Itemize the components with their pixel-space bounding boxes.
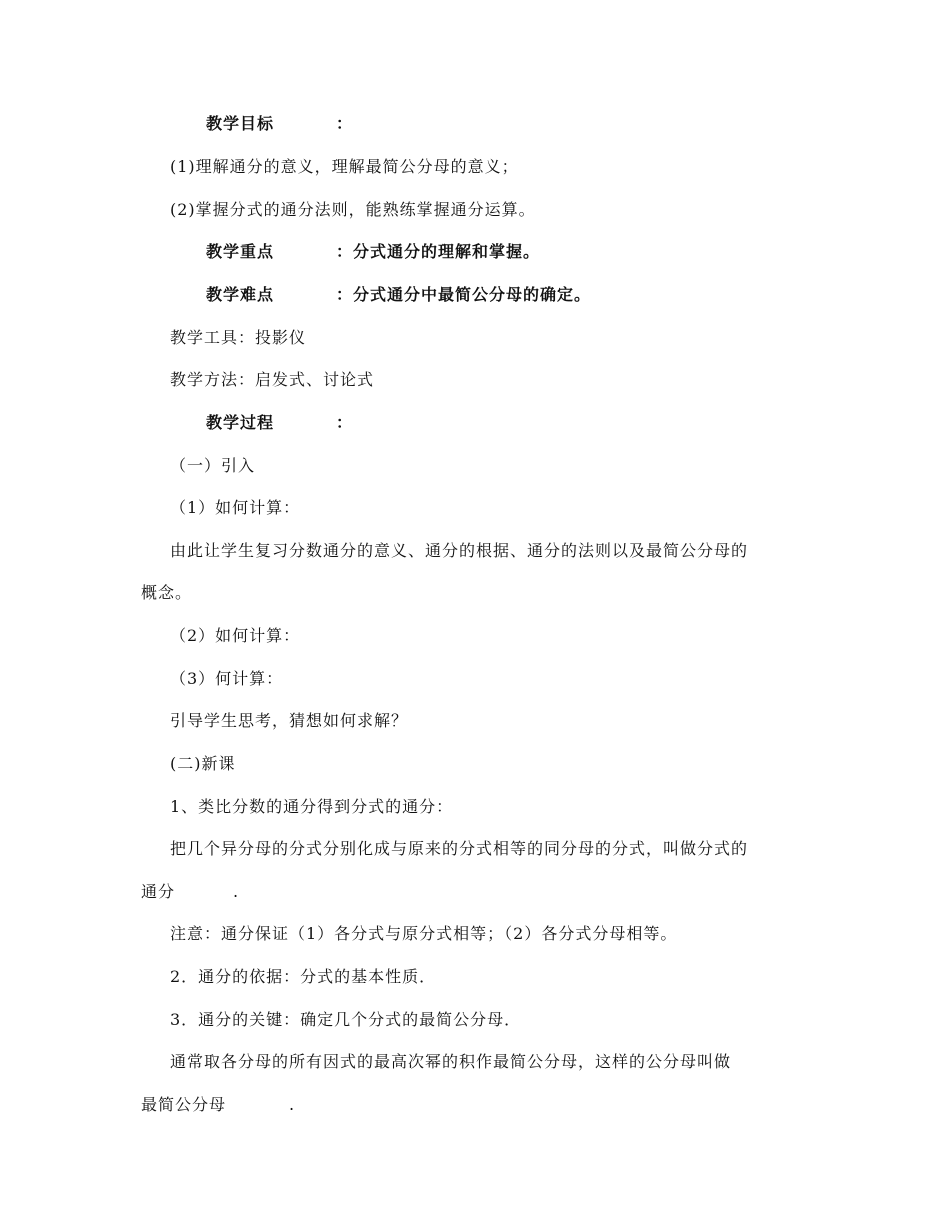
key-point-step: 3．通分的关键：确定几个分式的最简公分母． bbox=[170, 1010, 522, 1029]
question-2: （2）如何计算： bbox=[170, 626, 301, 645]
goal-item-1: (1)理解通分的意义，理解最简公分母的意义； bbox=[170, 157, 519, 176]
guide-question: 引导学生思考，猜想如何求解？ bbox=[170, 711, 409, 730]
difficult-point-line bbox=[206, 284, 592, 306]
definition-line-2 bbox=[141, 881, 240, 903]
goal-item-2: (2)掌握分式的通分法则，能熟练掌握通分运算。 bbox=[170, 200, 536, 219]
lcd-period: . bbox=[289, 1095, 296, 1114]
key-point-line bbox=[206, 241, 541, 263]
lcd-line-2 bbox=[141, 1094, 296, 1116]
intro-heading: （一）引入 bbox=[170, 456, 256, 475]
key-point-text: ：分式通分的理解和掌握。 bbox=[336, 242, 541, 261]
definition-term: 通分 bbox=[141, 882, 176, 901]
difficult-point-heading: 教学难点 bbox=[206, 285, 275, 304]
basis-line: 2．通分的依据：分式的基本性质． bbox=[170, 967, 437, 986]
new-lesson-heading: (二)新课 bbox=[170, 754, 236, 773]
question-1: （1）如何计算： bbox=[170, 498, 301, 517]
note-line: 注意：通分保证（1）各分式与原分式相等；（2）各分式分母相等。 bbox=[170, 924, 678, 943]
process-heading-line bbox=[206, 412, 354, 434]
lcd-term: 最简公分母 bbox=[141, 1095, 227, 1114]
process-heading-colon: ： bbox=[336, 413, 354, 432]
goal-heading-line bbox=[206, 113, 354, 135]
teaching-methods: 教学方法：启发式、讨论式 bbox=[170, 370, 375, 389]
goal-heading-colon: ： bbox=[336, 114, 354, 133]
goal-heading: 教学目标 bbox=[206, 114, 275, 133]
teaching-tools: 教学工具：投影仪 bbox=[170, 328, 307, 347]
analogy-heading: 1、类比分数的通分得到分式的通分： bbox=[170, 797, 454, 816]
review-paragraph-line-1: 由此让学生复习分数通分的意义、通分的根据、通分的法则以及最简公分母的 bbox=[170, 541, 749, 560]
difficult-point-text: ：分式通分中最简公分母的确定。 bbox=[336, 285, 592, 304]
key-point-heading: 教学重点 bbox=[206, 242, 275, 261]
question-3: （3）何计算： bbox=[170, 669, 284, 688]
definition-period: . bbox=[233, 882, 240, 901]
process-heading: 教学过程 bbox=[206, 413, 275, 432]
definition-line-1: 把几个异分母的分式分别化成与原来的分式相等的同分母的分式，叫做分式的 bbox=[170, 839, 749, 858]
lcd-line-1: 通常取各分母的所有因式的最高次幂的积作最简公分母，这样的公分母叫做 bbox=[170, 1052, 732, 1071]
review-paragraph-line-2: 概念。 bbox=[141, 583, 193, 602]
